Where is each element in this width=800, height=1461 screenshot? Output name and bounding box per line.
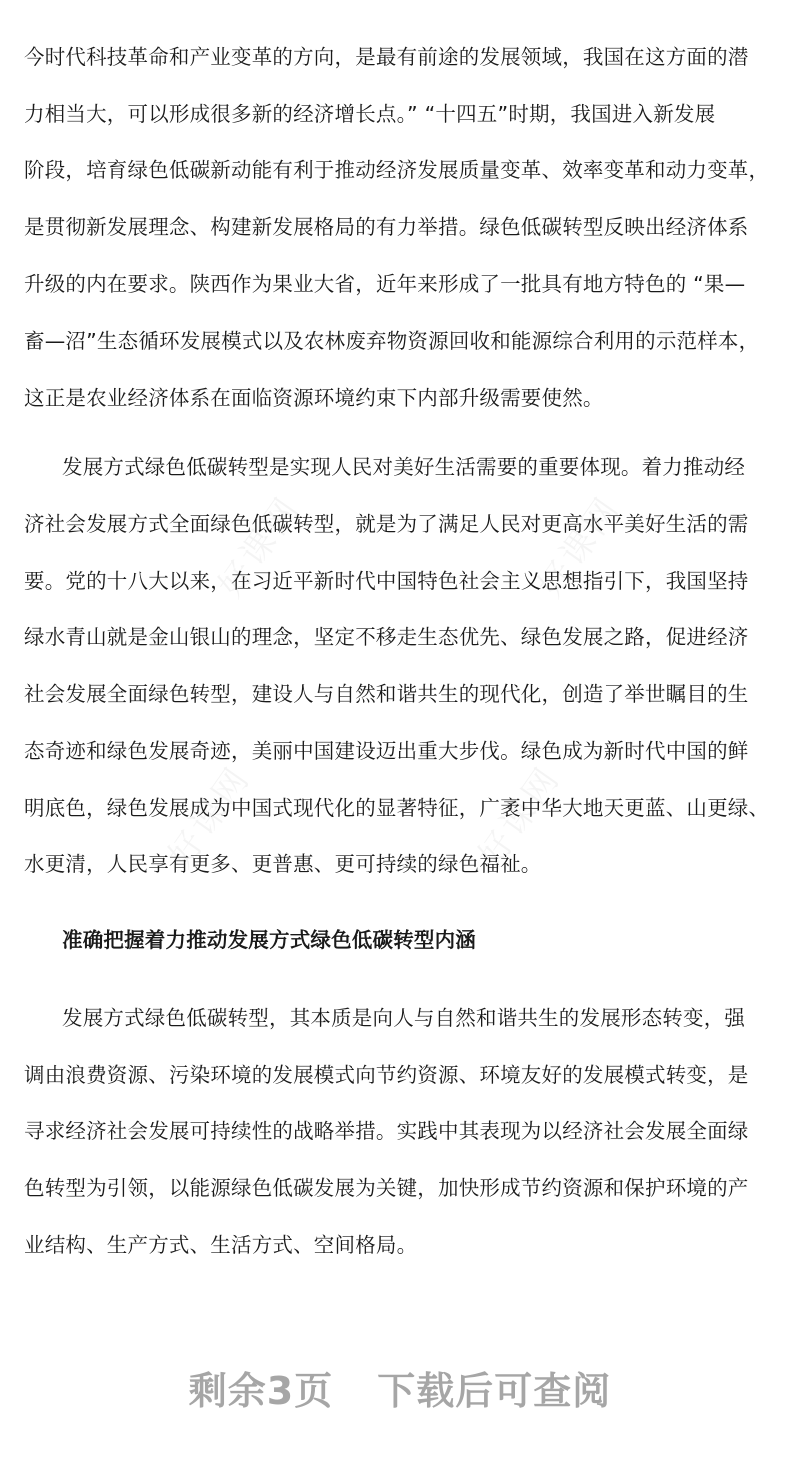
download-to-view-label[interactable]: 下载后可查阅 bbox=[377, 1369, 612, 1413]
text-line: 今时代科技革命和产业变革的方向，是最有前途的发展领域，我国在这方面的潜 bbox=[24, 45, 749, 69]
text-line: 阶段，培育绿色低碳新动能有利于推动经济发展质量变革、效率变革和动力变革， bbox=[24, 158, 770, 182]
text-line: 社会发展全面绿色转型，建设人与自然和谐共生的现代化，创造了举世瞩目的生 bbox=[24, 682, 749, 706]
section-heading: 准确把握着力推动发展方式绿色低碳转型内涵 bbox=[62, 928, 476, 952]
text-line: 业结构、生产方式、生活方式、空间格局。 bbox=[24, 1233, 418, 1257]
text-line: 调由浪费资源、污染环境的发展模式向节约资源、环境友好的发展模式转变，是 bbox=[24, 1063, 749, 1087]
text-line: 发展方式绿色低碳转型，其本质是向人与自然和谐共生的发展形态转变，强 bbox=[62, 1006, 746, 1030]
text-line: 绿水青山就是金山银山的理念，坚定不移走生态优先、绿色发展之路，促进经济 bbox=[24, 625, 749, 649]
text-line: 态奇迹和绿色发展奇迹，美丽中国建设迈出重大步伐。绿色成为新时代中国的鲜 bbox=[24, 739, 749, 763]
text-line: 明底色，绿色发展成为中国式现代化的显著特征，广袤中华大地天更蓝、山更绿、 bbox=[24, 796, 770, 820]
text-line: 寻求经济社会发展可持续性的战略举措。实践中其表现为以经济社会发展全面绿 bbox=[24, 1119, 749, 1143]
text-line: 水更清，人民享有更多、更普惠、更可持续的绿色福祉。 bbox=[24, 852, 542, 876]
text-line: 是贯彻新发展理念、构建新发展格局的有力举措。绿色低碳转型反映出经济体系 bbox=[24, 215, 749, 239]
remaining-pages-label: 剩余3页 bbox=[188, 1369, 334, 1413]
text-line: 升级的内在要求。陕西作为果业大省，近年来形成了一批具有地方特色的 “果— bbox=[24, 272, 746, 296]
text-line: 济社会发展方式全面绿色低碳转型，就是为了满足人民对更高水平美好生活的需 bbox=[24, 512, 749, 536]
text-line: 发展方式绿色低碳转型是实现人民对美好生活需要的重要体现。着力推动经 bbox=[62, 455, 746, 479]
text-line: 畜—沼”生态循环发展模式以及农林废弃物资源回收和能源综合利用的示范样本， bbox=[24, 329, 760, 353]
text-line: 色转型为引领，以能源绿色低碳发展为关键，加快形成节约资源和保护环境的产 bbox=[24, 1176, 749, 1200]
download-prompt[interactable] bbox=[0, 1360, 800, 1415]
text-line: 力相当大，可以形成很多新的经济增长点。” “十四五”时期，我国进入新发展 bbox=[24, 102, 716, 126]
text-line: 这正是农业经济体系在面临资源环境约束下内部升级需要使然。 bbox=[24, 386, 604, 410]
text-line: 要。党的十八大以来，在习近平新时代中国特色社会主义思想指引下，我国坚持 bbox=[24, 569, 749, 593]
